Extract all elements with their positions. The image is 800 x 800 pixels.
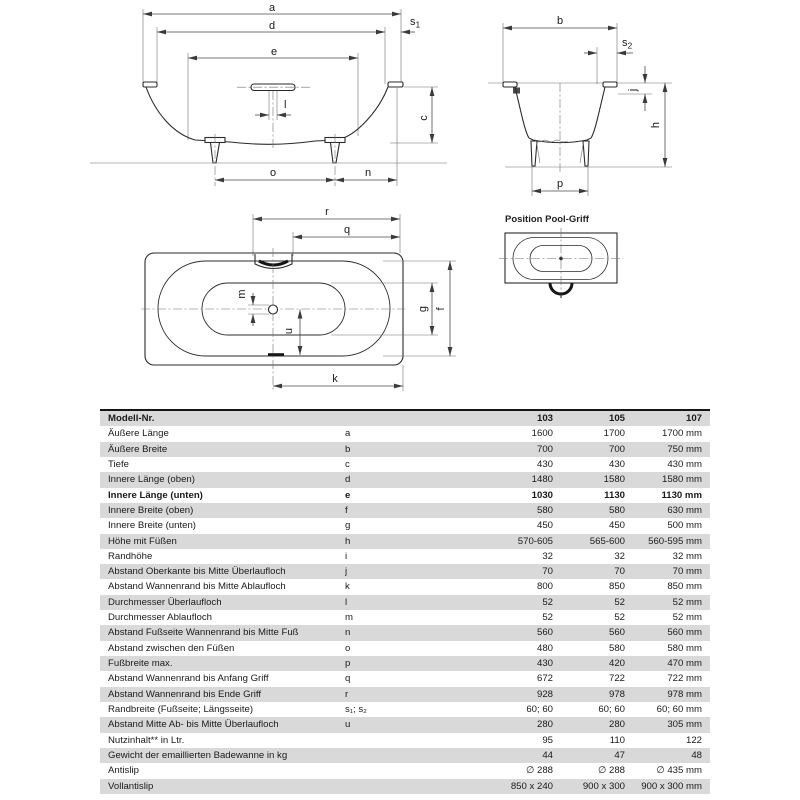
dim-label-l: l (284, 99, 287, 111)
cell-105: 47 (614, 749, 625, 761)
cell-107: 305 mm (667, 719, 702, 731)
cell-105: 1130 (604, 489, 625, 501)
cell-letter: f (345, 504, 348, 516)
bathtub-rim-left (143, 82, 157, 87)
cell-label: Randbreite (Fußseite; Längsseite) (108, 703, 254, 715)
cell-107: 1700 mm (662, 428, 702, 440)
header-model-103: 103 (536, 413, 553, 424)
dim-label-s2: $s_2$ (622, 37, 633, 51)
cell-label: Äußere Länge (108, 428, 169, 440)
cell-letter: h (345, 535, 351, 547)
header-model-label: Modell-Nr. (108, 413, 155, 424)
table-row (100, 472, 710, 487)
cell-103: 60; 60 (526, 703, 553, 715)
dim-label-b: b (556, 15, 564, 27)
cell-letter: k (345, 581, 350, 593)
table-row (100, 610, 710, 625)
cell-105: 850 (608, 581, 625, 593)
cell-letter: i (345, 550, 348, 562)
cell-105: ∅ 288 (597, 765, 625, 777)
cell-103: 430 (536, 658, 553, 669)
cell-label: Abstand Oberkante bis Mitte Überlaufloch (108, 566, 286, 578)
cell-letter: a (345, 428, 351, 440)
table-row (100, 549, 710, 564)
cell-label: Innere Breite (oben) (108, 504, 194, 516)
cell-107: 32 mm (672, 550, 702, 562)
cell-label: Abstand Wannenrand bis Anfang Griff (108, 673, 269, 685)
cell-103: 32 (542, 550, 553, 562)
cell-107: 978 mm (667, 688, 702, 700)
cell-letter: d (345, 474, 351, 486)
dim-label-d: d (268, 20, 276, 32)
cell-103: 570-605 (517, 535, 553, 547)
table-row (100, 426, 710, 441)
cell-label: Fußbreite max. (108, 658, 173, 669)
table-row (100, 779, 710, 794)
cell-letter: g (345, 520, 351, 532)
cell-107: 900 x 300 mm (641, 780, 702, 792)
table-row (100, 656, 710, 671)
cell-letter: s₁; s₂ (345, 703, 367, 715)
cell-label: Nutzinhalt** in Ltr. (108, 734, 185, 746)
cell-105: 430 (608, 458, 625, 470)
cell-label: Innere Breite (unten) (108, 520, 196, 532)
cell-label: Vollantislip (108, 780, 154, 792)
side-view-drawing (85, 0, 455, 200)
cell-105: 700 (608, 443, 625, 455)
cell-103: 430 (536, 458, 553, 470)
table-row (100, 671, 710, 686)
cell-letter: m (345, 612, 353, 624)
drain-hole (269, 305, 278, 314)
cell-letter: p (345, 658, 351, 669)
rim-tab-left (503, 82, 517, 87)
table-row (100, 457, 710, 472)
table-row (100, 503, 710, 518)
cell-103: 560 (536, 627, 553, 639)
dim-label-f: f (435, 307, 447, 311)
cell-103: 672 (536, 673, 553, 685)
cell-103: 280 (536, 719, 553, 731)
cell-label: Durchmesser Ablaufloch (108, 612, 212, 624)
cell-107: 500 mm (667, 520, 702, 532)
spec-table (100, 409, 710, 794)
pool-grip-drawing (495, 205, 645, 305)
cell-107: 70 mm (672, 566, 702, 578)
cell-103: 95 (542, 734, 553, 746)
table-row (100, 641, 710, 656)
dim-label-g: g (417, 305, 429, 313)
cell-105: 722 (608, 673, 625, 685)
cell-105: 52 (614, 612, 625, 624)
cell-105: 560 (608, 627, 625, 639)
cell-107: 1580 mm (662, 474, 702, 486)
cell-letter: l (345, 596, 348, 608)
cell-107: 470 mm (667, 658, 702, 669)
cell-label: Abstand zwischen den Füßen (108, 642, 235, 654)
cell-label: Tiefe (108, 458, 129, 470)
dim-label-m: m (236, 289, 248, 299)
dim-label-a: a (268, 2, 276, 14)
cell-label: Abstand Wannenrand bis Ende Griff (108, 688, 262, 700)
cell-label: Antislip (108, 765, 139, 777)
cell-103: 1480 (531, 474, 553, 486)
table-row (100, 488, 710, 503)
dim-label-n: n (364, 167, 372, 179)
pool-grip-bold (259, 261, 288, 265)
dim-label-j: j (627, 88, 639, 92)
cell-label: Innere Länge (unten) (108, 489, 203, 501)
table-row (100, 702, 710, 717)
cell-105: 978 (608, 688, 625, 700)
cell-107: 850 mm (667, 581, 702, 593)
cell-107: 52 mm (672, 612, 702, 624)
dim-label-r: r (325, 206, 329, 218)
dim-label-o: o (269, 167, 277, 179)
table-row (100, 518, 710, 533)
cell-107: 722 mm (667, 673, 702, 685)
cell-letter: u (345, 719, 351, 731)
cell-letter: c (345, 458, 350, 470)
dim-label-k: k (332, 373, 338, 385)
cell-letter: e (345, 489, 351, 501)
cell-label: Durchmesser Überlaufloch (108, 596, 222, 608)
cell-103: 1030 (531, 489, 553, 501)
table-row (100, 534, 710, 549)
cell-105: 565-600 (589, 535, 625, 547)
cell-label: Abstand Mitte Ab- bis Mitte Überlaufloch (108, 719, 279, 731)
table-row (100, 564, 710, 579)
cell-105: 580 (608, 504, 625, 516)
drain-dot (559, 257, 563, 261)
cell-105: 1580 (603, 474, 625, 486)
header-model-107: 107 (685, 413, 702, 424)
cell-107: 48 (691, 749, 702, 761)
cell-letter: b (345, 443, 351, 455)
cell-103: 52 (542, 612, 553, 624)
cell-105: 580 (608, 642, 625, 654)
dim-label-e: e (270, 46, 278, 58)
table-row (100, 579, 710, 594)
cell-107: 580 mm (667, 642, 702, 654)
cell-105: 110 (609, 734, 625, 746)
cell-107: 52 mm (672, 596, 702, 608)
bathtub-rim-right (388, 82, 403, 87)
cell-label: Randhöhe (108, 550, 153, 562)
cell-103: 850 x 240 (510, 780, 553, 792)
table-row (100, 595, 710, 610)
cell-103: 450 (536, 520, 553, 532)
spec-table-body (100, 426, 710, 794)
cell-label: Höhe mit Füßen (108, 535, 177, 547)
dim-label-c: c (418, 115, 430, 121)
cell-103: 44 (542, 749, 553, 761)
table-row (100, 442, 710, 457)
cell-105: 420 (608, 658, 625, 669)
cell-107: 630 mm (667, 504, 702, 516)
cell-letter: j (345, 566, 348, 578)
cell-105: 450 (608, 520, 625, 532)
cell-label: Abstand Wannenrand bis Mitte Ablaufloch (108, 581, 286, 593)
dim-label-u: u (283, 327, 295, 335)
cell-103: 800 (536, 581, 553, 593)
cell-103: 52 (542, 596, 553, 608)
table-header-row (100, 411, 710, 426)
cell-letter: q (345, 673, 351, 685)
table-row (100, 625, 710, 640)
cell-letter: o (345, 642, 351, 654)
cell-letter: r (345, 688, 349, 700)
table-row (100, 748, 710, 763)
cell-105: 52 (614, 596, 625, 608)
cell-label: Gewicht der emaillierten Badewanne in kg (108, 749, 288, 761)
dim-label-s1: $s_1$ (410, 16, 421, 30)
cell-105: 60; 60 (598, 703, 625, 715)
cell-103: 580 (536, 504, 553, 516)
top-view-drawing (135, 198, 475, 398)
cell-103: 1600 (531, 428, 553, 440)
cell-107: 122 (685, 734, 702, 746)
cell-105: 1700 (603, 428, 625, 440)
rim-tab-right (603, 82, 617, 87)
cell-107: 750 mm (667, 443, 702, 455)
end-view-drawing (465, 0, 710, 205)
cell-103: 70 (542, 566, 553, 578)
table-row (100, 687, 710, 702)
cell-107: 60; 60 mm (656, 703, 702, 715)
bathtub-profile (146, 87, 388, 144)
table-row (100, 733, 710, 748)
cell-label: Äußere Breite (108, 443, 168, 455)
cell-105: 70 (614, 566, 625, 578)
cell-107: 560-595 mm (648, 535, 702, 547)
header-model-105: 105 (608, 413, 625, 424)
table-row (100, 717, 710, 732)
cell-label: Innere Länge (oben) (108, 474, 195, 486)
cell-103: 480 (536, 642, 553, 654)
dim-label-h: h (650, 121, 662, 129)
cell-103: ∅ 288 (525, 765, 553, 777)
dim-label-p: p (556, 178, 564, 190)
cell-107: 560 mm (667, 627, 702, 639)
dim-label-q: q (343, 224, 351, 236)
cell-105: 280 (608, 719, 625, 731)
cell-107: ∅ 435 mm (656, 765, 702, 777)
cell-letter: n (345, 627, 351, 639)
cell-105: 32 (614, 550, 625, 562)
cell-103: 928 (536, 688, 553, 700)
cell-label: Abstand Fußseite Wannenrand bis Mitte Fuß (108, 627, 299, 639)
pool-grip-title: Position Pool-Griff (505, 214, 589, 225)
cell-105: 900 x 300 (582, 780, 625, 792)
cell-103: 700 (536, 443, 553, 455)
cell-107: 430 mm (667, 458, 702, 470)
table-row (100, 763, 710, 778)
cell-107: 1130 mm (661, 489, 702, 501)
